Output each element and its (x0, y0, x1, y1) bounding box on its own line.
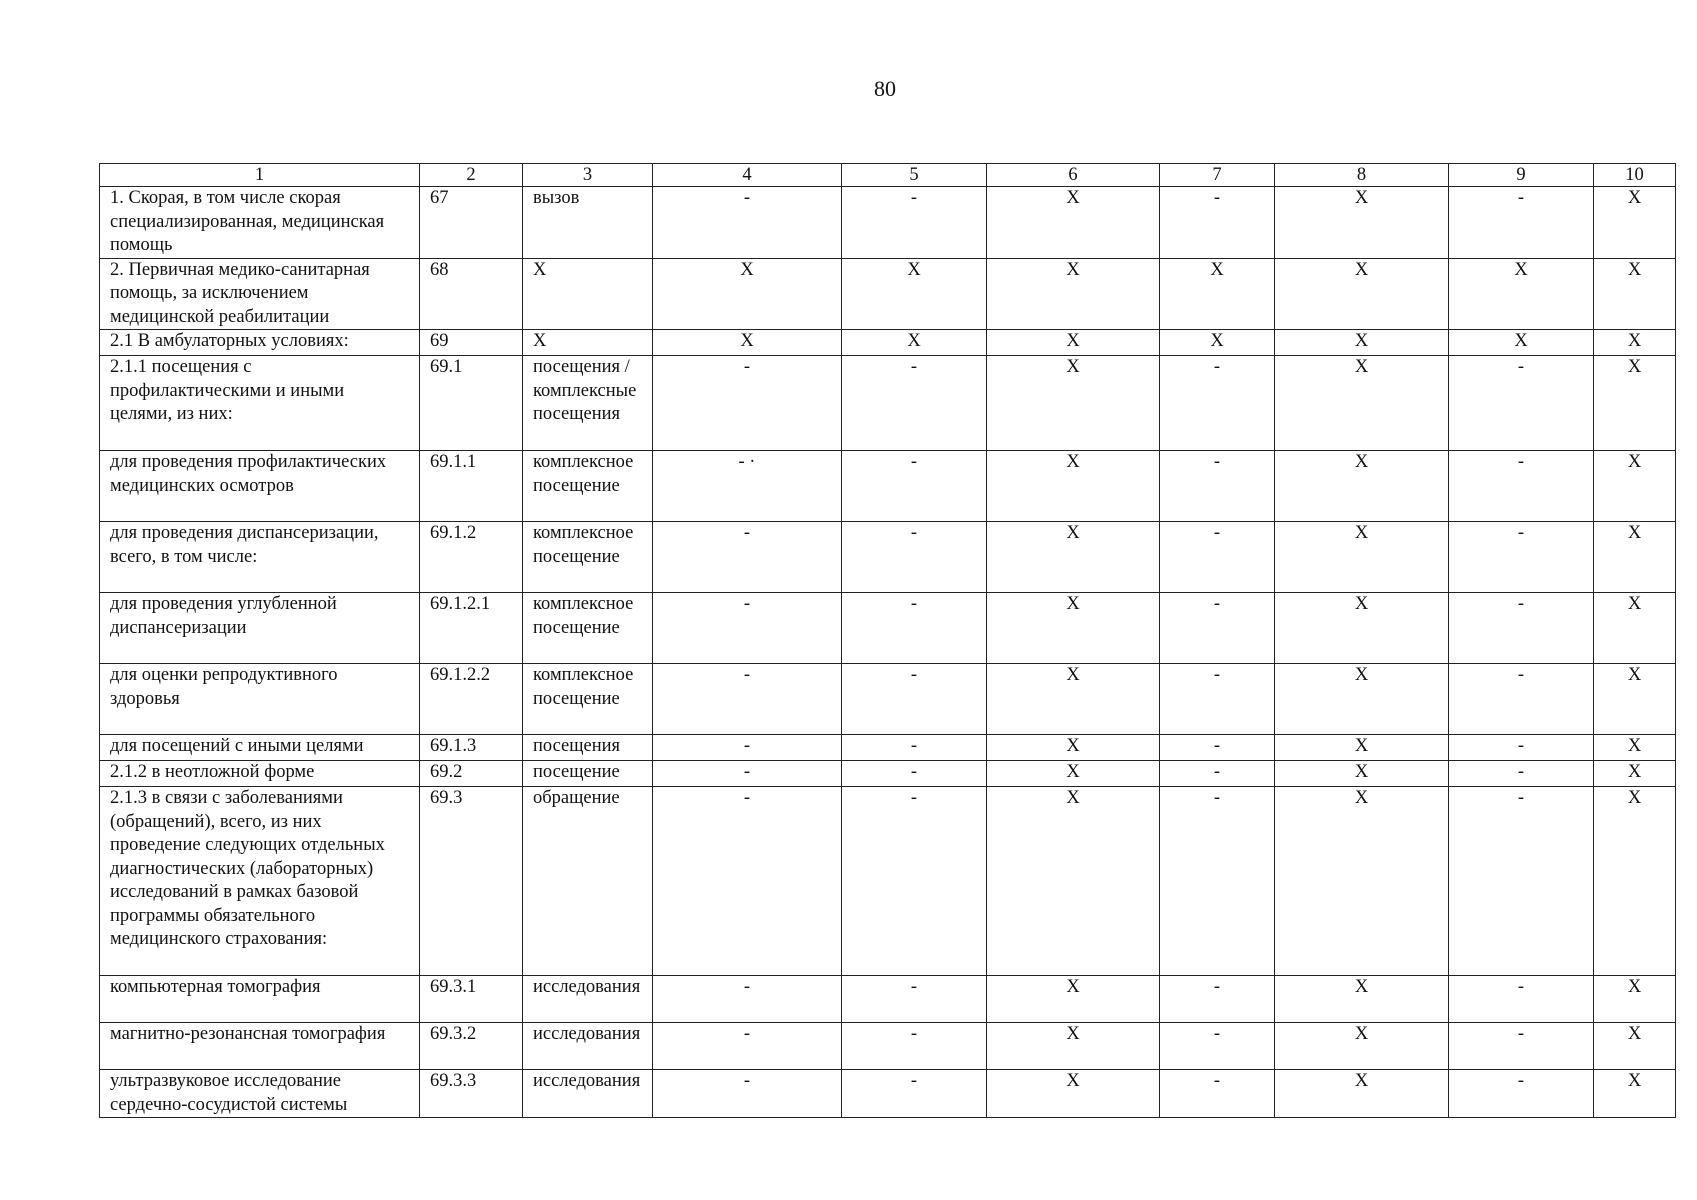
table-row (100, 1070, 1676, 1118)
row-cell: - (842, 976, 987, 1023)
row-cell: X (987, 356, 1160, 451)
row-code: 69.1.2 (420, 522, 523, 593)
row-code: 69.2 (420, 761, 523, 787)
row-cell: X (1594, 522, 1676, 593)
column-header: 7 (1160, 164, 1275, 187)
row-cell: - (1449, 356, 1594, 451)
row-cell: X (1275, 593, 1449, 664)
row-cell: X (987, 330, 1160, 356)
row-cell: - (842, 735, 987, 761)
row-code: 69.3 (420, 787, 523, 976)
row-cell: - (1449, 1023, 1594, 1070)
row-unit: X (523, 330, 653, 356)
row-cell: - (842, 356, 987, 451)
row-cell: - (842, 664, 987, 735)
row-unit: комплексное посещение (523, 593, 653, 664)
row-unit: комплексное посещение (523, 522, 653, 593)
row-code: 69.1.2.2 (420, 664, 523, 735)
row-cell: X (842, 330, 987, 356)
row-cell: X (987, 187, 1160, 259)
table-header-row (100, 164, 1676, 187)
data-table (99, 163, 1676, 1118)
row-cell: - (653, 1023, 842, 1070)
row-cell: - (1160, 451, 1275, 522)
row-cell: - (842, 451, 987, 522)
row-code: 68 (420, 258, 523, 330)
row-cell: - (653, 664, 842, 735)
row-cell: - (653, 522, 842, 593)
table-row (100, 451, 1676, 522)
row-cell: - (653, 976, 842, 1023)
row-unit: вызов (523, 187, 653, 259)
row-cell: X (987, 761, 1160, 787)
row-cell: X (1275, 451, 1449, 522)
row-cell: X (1594, 735, 1676, 761)
row-cell: X (653, 330, 842, 356)
row-cell: - (842, 761, 987, 787)
row-cell: - (1160, 522, 1275, 593)
column-header: 5 (842, 164, 987, 187)
row-code: 69.3.1 (420, 976, 523, 1023)
row-cell: X (1275, 522, 1449, 593)
row-cell: X (1594, 1070, 1676, 1118)
column-header: 2 (420, 164, 523, 187)
row-unit: посещения / комплексные посещения (523, 356, 653, 451)
row-unit: исследования (523, 1023, 653, 1070)
row-cell: - (842, 593, 987, 664)
row-cell: - (653, 593, 842, 664)
row-label: для проведения профилактических медицинских осмотров (100, 451, 420, 522)
row-cell: - (1160, 187, 1275, 259)
row-cell: X (1275, 330, 1449, 356)
column-header: 1 (100, 164, 420, 187)
row-code: 69.1.1 (420, 451, 523, 522)
row-cell: - (1449, 735, 1594, 761)
row-cell: - (1160, 761, 1275, 787)
row-cell: X (987, 735, 1160, 761)
row-cell: - (1449, 451, 1594, 522)
column-header: 9 (1449, 164, 1594, 187)
row-cell: - (1449, 522, 1594, 593)
row-label: для проведения углубленной диспансеризации (100, 593, 420, 664)
row-cell: - (1160, 735, 1275, 761)
table-row (100, 1023, 1676, 1070)
table-row (100, 593, 1676, 664)
row-cell: X (1160, 330, 1275, 356)
row-cell: - (842, 1070, 987, 1118)
row-cell: X (987, 1070, 1160, 1118)
row-unit: исследования (523, 976, 653, 1023)
row-cell: X (1275, 258, 1449, 330)
row-unit: посещение (523, 761, 653, 787)
row-unit: комплексное посещение (523, 451, 653, 522)
row-cell: X (1594, 787, 1676, 976)
row-code: 69.1 (420, 356, 523, 451)
column-header: 8 (1275, 164, 1449, 187)
row-cell: X (987, 664, 1160, 735)
row-cell: X (1275, 976, 1449, 1023)
row-cell: X (1594, 1023, 1676, 1070)
column-header: 3 (523, 164, 653, 187)
row-label: 2. Первичная медико-санитарная помощь, за исключением медицинской реабилитации (100, 258, 420, 330)
row-cell: X (987, 593, 1160, 664)
column-header: 10 (1594, 164, 1676, 187)
row-cell: - (1449, 976, 1594, 1023)
column-header: 6 (987, 164, 1160, 187)
row-label: 2.1.1 посещения с профилактическими и иными целями, из них: (100, 356, 420, 451)
row-cell: X (987, 522, 1160, 593)
row-cell: - (1160, 787, 1275, 976)
row-label: 2.1.2 в неотложной форме (100, 761, 420, 787)
table-row (100, 330, 1676, 356)
row-cell: X (1275, 1070, 1449, 1118)
table-row (100, 356, 1676, 451)
row-cell: - (653, 187, 842, 259)
row-cell: - (653, 787, 842, 976)
page-number: 80 (874, 76, 896, 101)
row-code: 69 (420, 330, 523, 356)
row-cell: - (1160, 976, 1275, 1023)
row-cell: - (653, 761, 842, 787)
row-cell: X (1594, 976, 1676, 1023)
table-row (100, 258, 1676, 330)
row-label: компьютерная томография (100, 976, 420, 1023)
row-unit: комплексное посещение (523, 664, 653, 735)
row-code: 69.1.3 (420, 735, 523, 761)
row-cell: X (1275, 356, 1449, 451)
row-label: 2.1 В амбулаторных условиях: (100, 330, 420, 356)
row-code: 69.3.3 (420, 1070, 523, 1118)
row-cell: X (987, 1023, 1160, 1070)
row-cell: X (1449, 258, 1594, 330)
row-cell: X (1160, 258, 1275, 330)
row-cell: - (1160, 1070, 1275, 1118)
row-cell: - (1449, 1070, 1594, 1118)
row-unit: обращение (523, 787, 653, 976)
row-cell: X (653, 258, 842, 330)
table-row (100, 522, 1676, 593)
row-label: магнитно-резонансная томография (100, 1023, 420, 1070)
row-cell: X (1594, 761, 1676, 787)
row-cell: X (987, 258, 1160, 330)
table-row (100, 735, 1676, 761)
row-cell: X (1449, 330, 1594, 356)
row-cell: X (1275, 187, 1449, 259)
row-cell: - (1160, 1023, 1275, 1070)
row-label: для проведения диспансеризации, всего, в том числе: (100, 522, 420, 593)
row-unit: исследования (523, 1070, 653, 1118)
table-row (100, 187, 1676, 259)
table-row (100, 976, 1676, 1023)
table-row (100, 787, 1676, 976)
row-cell: - (842, 522, 987, 593)
row-cell: X (842, 258, 987, 330)
row-cell: - (653, 1070, 842, 1118)
row-label: 1. Скорая, в том числе скорая специализированная, медицинская помощь (100, 187, 420, 259)
row-cell: X (987, 976, 1160, 1023)
row-cell: - (1449, 761, 1594, 787)
row-cell: X (1594, 593, 1676, 664)
row-code: 67 (420, 187, 523, 259)
row-cell: X (1594, 187, 1676, 259)
row-cell: X (1594, 330, 1676, 356)
row-cell: X (987, 787, 1160, 976)
row-code: 69.1.2.1 (420, 593, 523, 664)
row-cell: X (1594, 451, 1676, 522)
row-cell: X (1275, 664, 1449, 735)
row-cell: X (1594, 258, 1676, 330)
row-cell: - (1449, 664, 1594, 735)
row-cell: X (987, 451, 1160, 522)
row-cell: - (1449, 593, 1594, 664)
row-label: ультразвуковое исследование сердечно-сосудистой системы (100, 1070, 420, 1118)
row-cell: - (1449, 187, 1594, 259)
row-cell: X (1594, 356, 1676, 451)
row-code: 69.3.2 (420, 1023, 523, 1070)
row-unit: X (523, 258, 653, 330)
row-cell: - · (653, 451, 842, 522)
column-header: 4 (653, 164, 842, 187)
table-row (100, 664, 1676, 735)
row-cell: X (1275, 761, 1449, 787)
row-cell: X (1594, 664, 1676, 735)
row-label: для посещений с иными целями (100, 735, 420, 761)
row-cell: - (653, 356, 842, 451)
row-cell: X (1275, 787, 1449, 976)
table-row (100, 761, 1676, 787)
row-cell: - (1160, 593, 1275, 664)
row-cell: - (842, 787, 987, 976)
row-cell: - (842, 1023, 987, 1070)
row-cell: - (1160, 356, 1275, 451)
row-cell: X (1275, 735, 1449, 761)
row-unit: посещения (523, 735, 653, 761)
row-cell: - (653, 735, 842, 761)
row-cell: - (842, 187, 987, 259)
row-cell: - (1449, 787, 1594, 976)
row-cell: - (1160, 664, 1275, 735)
row-label: 2.1.3 в связи с заболеваниями (обращений), всего, из них проведение следующих отдельных диагностических (лабораторных) исследований в рамках базовой программы обязательного медицинского страхования: (100, 787, 420, 976)
row-label: для оценки репродуктивного здоровья (100, 664, 420, 735)
row-cell: X (1275, 1023, 1449, 1070)
